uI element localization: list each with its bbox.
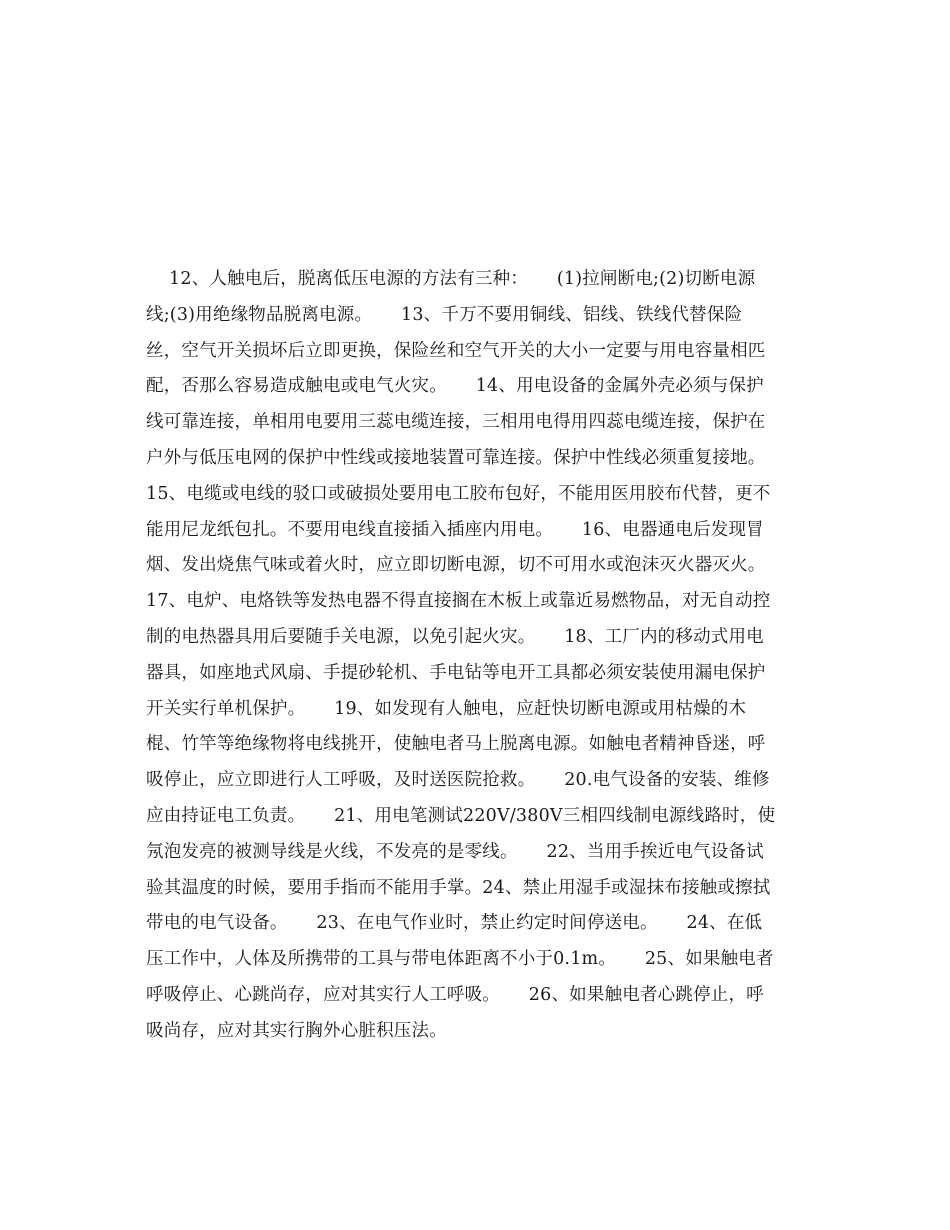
- text-line: 验其温度的时候，要用手指而不能用手掌。24、禁止用湿手或湿抹布接触或擦拭: [146, 877, 771, 898]
- body-text: [146, 262, 826, 1050]
- text-line: 12、人触电后，脱离低压电源的方法有三种： (1)拉闸断电;(2)切断电源: [146, 269, 756, 289]
- text-line: 棍、竹竿等绝缘物将电线挑开，使触电者马上脱离电源。如触电者精神昏迷，呼: [146, 734, 766, 755]
- text-line: 线;(3)用绝缘物品脱离电源。 13、千万不要用铜线、铝线、铁线代替保险: [146, 304, 743, 325]
- text-line: 户外与低压电网的保护中性线或接地装置可靠连接。保护中性线必须重复接地。: [146, 447, 766, 468]
- text-line: 器具，如座地式风扇、手提砂轮机、手电钻等电开工具都必须安装使用漏电保护: [146, 662, 766, 683]
- text-line: 压工作中，人体及所携带的工具与带电体距离不小于0.1m。 25、如果触电者: [146, 949, 774, 970]
- text-line: 能用尼龙纸包扎。不要用电线直接插入插座内用电。 16、电器通电后发现冒: [146, 519, 764, 540]
- text-line: 17、电炉、电烙铁等发热电器不得直接搁在木板上或靠近易燃物品，对无自动控: [146, 591, 771, 612]
- text-line: 制的电热器具用后要随手关电源，以免引起火灾。 18、工厂内的移动式用电: [146, 626, 764, 647]
- text-line: 带电的电气设备。 23、在电气作业时，禁止约定时间停送电。 24、在低: [146, 913, 763, 934]
- text-line: 呼吸停止、心跳尚存，应对其实行人工呼吸。 26、如果触电者心跳停止，呼: [146, 984, 764, 1005]
- text-line: 烟、发出烧焦气味或着火时，应立即切断电源，切不可用水或泡沫灭火器灭火。: [146, 555, 766, 576]
- text-line: 氖泡发亮的被测导线是火线，不发亮的是零线。 22、当用手挨近电气设备试: [146, 841, 764, 862]
- text-line: 应由持证电工负责。 21、用电笔测试220V/380V三相四线制电源线路时，使: [146, 805, 776, 826]
- text-line: 吸尚存，应对其实行胸外心脏积压法。: [146, 1020, 447, 1041]
- text-line: 配，否那么容易造成触电或电气火灾。 14、用电设备的金属外壳必须与保护: [146, 376, 764, 397]
- text-line: 15、电缆或电线的驳口或破损处要用电工胶布包好，不能用医用胶布代替，更不: [146, 483, 771, 504]
- text-line: 线可靠连接，单相用电要用三蕊电缆连接，三相用电得用四蕊电缆连接，保护在: [146, 412, 766, 433]
- text-line: 丝，空气开关损坏后立即更换，保险丝和空气开关的大小一定要与用电容量相匹: [146, 340, 766, 361]
- text-line: 开关实行单机保护。 19、如发现有人触电，应赶快切断电源或用枯燥的木: [146, 698, 747, 719]
- text-line: 吸停止，应立即进行人工呼吸，及时送医院抢救。 20.电气设备的安装、维修: [146, 770, 770, 791]
